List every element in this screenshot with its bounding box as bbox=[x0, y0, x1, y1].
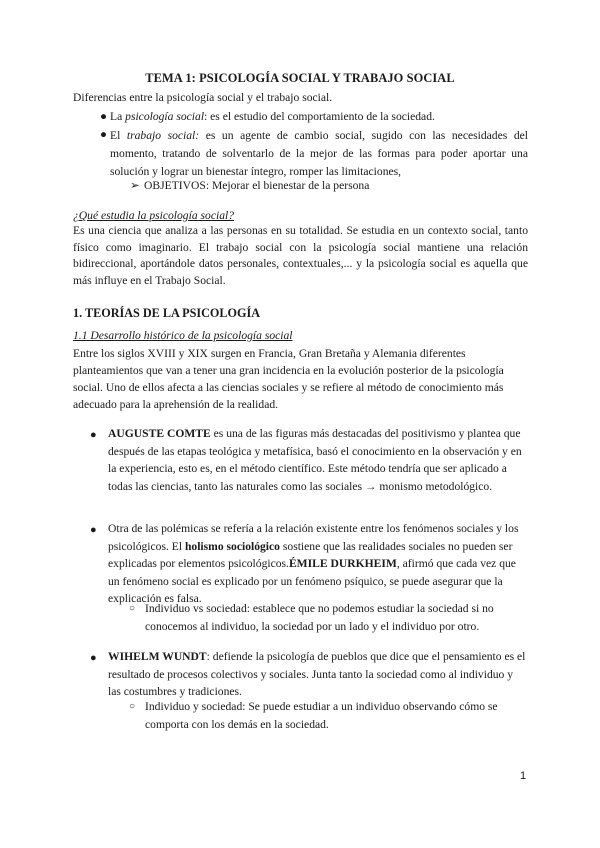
bullet-icon: ● bbox=[90, 652, 97, 664]
section-heading: 1. TEORÍAS DE LA PSICOLOGÍA bbox=[73, 306, 261, 320]
page-title: TEMA 1: PSICOLOGÍA SOCIAL Y TRABAJO SOCIAL bbox=[145, 71, 455, 85]
circle-bullet-icon: ○ bbox=[129, 701, 136, 712]
historical-intro: Entre los siglos XVIII y XIX surgen en Francia, Gran Bretaña y Alemania diferentes planteamientos que van a tener una gran incidencia en la evolución posterior de la psicología social. Uno de ellos afecta a las ciencias sociales y se refiere al método de conocimiento más adecuado para la aprehensión de la realidad. bbox=[73, 347, 504, 411]
list-item-wundt: WIHELM WUNDT: defiende la psicología de pueblos que dice que el pensamiento es el resultado de procesos colectivos y sociales. Junta tanto la sociedad como al individuo y las costumbres y tradiciones. bbox=[108, 650, 526, 698]
arrow-bullet-icon: ➢ bbox=[130, 179, 140, 192]
sub-item-individuo-vs-sociedad: Individuo vs sociedad: establece que no podemos estudiar la sociedad si no conocemos al individuo, la sociedad por un lado y el individuo por otro. bbox=[145, 602, 494, 633]
bullet-icon: ● bbox=[90, 524, 97, 536]
intro-text: Diferencias entre la psicología social y el trabajo social. bbox=[73, 91, 333, 104]
bullet-icon: ● bbox=[90, 429, 97, 441]
bullet-icon: ● bbox=[100, 128, 108, 141]
page-number: 1 bbox=[520, 770, 527, 782]
question-answer: Es una ciencia que analiza a las personas en su totalidad. Se estudia en un contexto social, tanto físico como imaginario. El trabajo social con la psicología social mantiene una relación bidireccional, aportándole datos personales, contextuales,... y la psicología social es aquella que más influye en el Trabajo Social. bbox=[73, 224, 528, 287]
list-item-psicologia: La psicología social: es el estudio del comportamiento de la sociedad. bbox=[110, 110, 435, 123]
subsection-heading: 1.1 Desarrollo histórico de la psicología social bbox=[73, 329, 293, 342]
list-item-holismo: Otra de las polémicas se refería a la relación existente entre los fenómenos sociales y los psicológicos. El holismo sociológico sostiene que las realidades sociales no pueden ser explicadas por elementos psicológicos.ÉMILE DURKHEIM, afirmó que cada vez que un fenómeno social es explicado por un fenómeno psíquico, se puede asegurar que la explicación es falsa. bbox=[108, 522, 519, 605]
question-heading: ¿Qué estudia la psicología social? bbox=[73, 209, 235, 222]
list-item-trabajo: El trabajo social: es un agente de cambio social, sugido con las necesidades del momento, tratando de solventarlo de la mejor de las formas para poder aportar una solución y lograr un bienestar íntegro, romper las limitaciones, bbox=[110, 129, 528, 178]
list-item-comte: AUGUSTE COMTE es una de las figuras más destacadas del positivismo y plantea que después de las etapas teológica y metafísica, basó el conocimiento en la observación y en la experiencia, esto es, en el método científico. Este método tendría que ser aplicado a todas las ciencias, tanto las naturales como las sociales → monismo metodológico. bbox=[108, 427, 522, 493]
bullet-icon: ● bbox=[100, 110, 108, 123]
circle-bullet-icon: ○ bbox=[129, 603, 136, 614]
objetivos-text: OBJETIVOS: Mejorar el bienestar de la persona bbox=[144, 179, 370, 192]
sub-item-individuo-y-sociedad: Individuo y sociedad: Se puede estudiar a un individuo observando cómo se comporta con los demás en la sociedad. bbox=[145, 700, 498, 731]
